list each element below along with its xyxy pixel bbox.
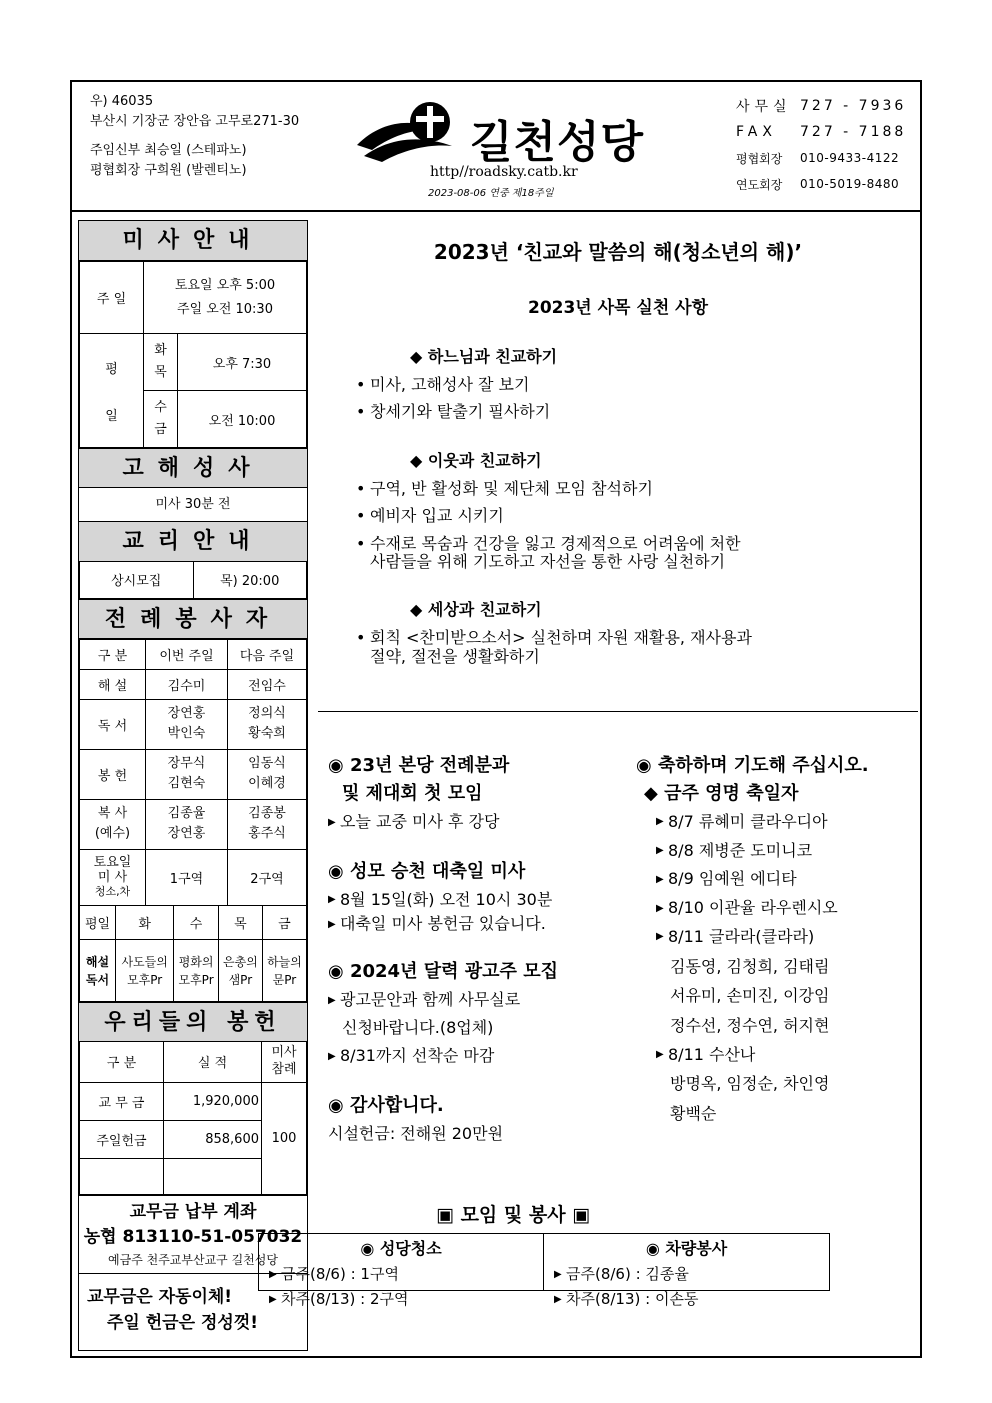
notice-item — [328, 808, 628, 836]
catechism-left: 상시모집 — [80, 562, 194, 598]
triangle-right-icon: ▶ — [328, 995, 336, 1007]
cleaning-title: ◉ 성당청소 — [360, 1239, 442, 1258]
theme-item: • 회칙 <찬미받으소서> 실천하며 자원 재활용, 재사용과 절약, 절전을 생활화하기 — [356, 629, 918, 666]
feast-text: 8/11 수산나 — [668, 1044, 756, 1064]
notice-text: 오늘 교중 미사 후 강당 — [340, 811, 500, 831]
wed-fri-label — [144, 391, 178, 448]
minister-role — [80, 849, 146, 905]
feast-names: 방명옥, 임정순, 차인영 — [670, 1074, 830, 1094]
header-line: 참례 — [271, 1061, 297, 1077]
mass-schedule-table — [79, 261, 307, 448]
sunday-label: 주 일 — [80, 262, 144, 334]
feast-item — [636, 1041, 926, 1070]
minister-name: 김종율 — [167, 805, 206, 821]
cell-line: 문Pr — [272, 972, 297, 987]
minister-role: 해 설 — [80, 669, 146, 699]
weekday-header: 수 — [174, 906, 219, 940]
feast-names: 황백순 — [670, 1103, 717, 1123]
minister-this — [146, 749, 228, 799]
council-president: 평협회장 구희원 (발렌티노) — [90, 162, 247, 178]
attendance-value: 100 — [262, 1082, 307, 1194]
weekday-ministers-table — [79, 906, 307, 1003]
cell-line: 사도들의 — [121, 954, 168, 969]
duty-text: 차주(8/13) : 2구역 — [281, 1290, 409, 1308]
item-text: 수재로 목숨과 건강을 잃고 경제적으로 어려움에 처한 — [370, 533, 741, 553]
feast-column — [636, 752, 926, 1129]
role-line: 독서 — [85, 972, 110, 987]
role-line: 복 사 — [97, 805, 128, 821]
triangle-right-icon: ▶ — [269, 1269, 277, 1280]
wed-fri-time: 오전 10:00 — [178, 391, 307, 448]
theme-heading-neighbor: ◆ 이웃과 친교하기 — [410, 450, 542, 470]
sunday-times — [144, 262, 307, 334]
notice-title: ◉ 23년 본당 전례분과 — [328, 755, 510, 776]
header-line: 미사 — [271, 1044, 297, 1060]
item-text: 미사, 고해성사 잘 보기 — [370, 375, 530, 394]
meetings-title: ▣ 모임 및 봉사 ▣ — [436, 1204, 591, 1226]
cell-line: 모후Pr — [127, 972, 163, 987]
theme-item: • 창세기와 탈출기 필사하기 — [356, 402, 551, 422]
header-left-info — [90, 94, 299, 183]
triangle-right-icon: ▶ — [328, 1051, 336, 1063]
feast-item — [636, 808, 926, 837]
driving-duty — [544, 1234, 829, 1308]
weekday-cell — [116, 940, 174, 1002]
ministers-table — [79, 639, 307, 906]
contact-office — [736, 96, 916, 116]
contact-label: 사무실 — [736, 99, 792, 115]
issue-date: 2023-08-06 연중 제18주일 — [428, 188, 554, 199]
notice-text: 시설헌금: 전해원 20만원 — [328, 1124, 504, 1144]
cell-line: 은총의 — [222, 954, 258, 969]
notice-text: 8월 15일(화) 오전 10시 30분 — [340, 889, 553, 909]
minister-name: 장연홍 — [167, 826, 206, 841]
sunday-time: 토요일 오후 5:00 — [174, 278, 276, 294]
minister-next — [228, 699, 307, 749]
feast-text: 8/7 류혜미 클라우디아 — [668, 811, 828, 831]
cell-line: 모후Pr — [178, 972, 214, 987]
ministers-section-title: 전례봉사자 — [79, 599, 307, 639]
postcode: 우) 46035 — [90, 94, 154, 109]
minister-next: 2구역 — [228, 849, 307, 905]
minister-this: 1구역 — [146, 849, 228, 905]
tue-thu-label — [144, 334, 178, 391]
pastoral-plan-title: 2023년 사목 실천 사항 — [527, 298, 709, 318]
sunday-time: 주일 오전 10:30 — [177, 301, 273, 317]
duty-text: 금주(8/6) : 김종율 — [566, 1265, 689, 1283]
contact-label: 연도회장 — [736, 177, 783, 192]
day-label: 화 — [154, 342, 167, 358]
notice-text: 신청바랍니다.(8업체) — [342, 1018, 494, 1038]
contact-label: FAX — [736, 124, 777, 140]
weekday-label-b: 일 — [105, 408, 118, 424]
offering-label-empty — [80, 1158, 164, 1194]
notice-title: 및 제대회 첫 모임 — [342, 782, 483, 804]
weekday-cell — [262, 940, 306, 1002]
weekday-header: 목 — [218, 906, 262, 940]
theme-item: • 예비자 입교 시키기 — [356, 506, 504, 526]
reminder-line: 교무금은 자동이체! — [87, 1286, 233, 1307]
feast-text: 8/8 제병준 도미니코 — [668, 840, 813, 860]
feast-title: ◉ 축하하며 기도해 주십시오. — [636, 755, 869, 776]
weekday-header: 화 — [116, 906, 174, 940]
contact-value: 010-9433-4122 — [800, 151, 900, 165]
year-theme-title: 2023년 ‘친교와 말씀의 해(청소년의 해)’ — [433, 240, 803, 264]
weekday-cell — [174, 940, 219, 1002]
notices-area — [318, 722, 918, 1182]
notice-title: ◉ 감사합니다. — [328, 1095, 444, 1117]
offering-value: 858,600 — [164, 1120, 262, 1158]
contact-label: 평협회장 — [736, 151, 783, 166]
meetings-table — [258, 1233, 830, 1308]
minister-name: 장무식 — [167, 755, 206, 771]
minister-role: 독 서 — [80, 699, 146, 749]
minister-next: 전임수 — [228, 669, 307, 699]
feast-item — [636, 923, 926, 952]
offering-label: 교 무 금 — [80, 1082, 164, 1120]
weekday-label — [80, 334, 144, 448]
item-text: 창세기와 탈출기 필사하기 — [370, 402, 551, 422]
triangle-right-icon: ▶ — [554, 1269, 562, 1280]
catechism-section-title: 교리안내 — [79, 522, 307, 562]
pastoral-theme-section — [318, 220, 918, 712]
triangle-right-icon: ▶ — [328, 894, 336, 906]
minister-role: 봉 헌 — [80, 749, 146, 799]
offering-header: 구 분 — [80, 1042, 164, 1082]
feast-item — [636, 894, 926, 923]
minister-name: 김현숙 — [167, 776, 206, 791]
triangle-right-icon: ▶ — [656, 931, 664, 943]
feast-text: 8/11 글라라(클라라) — [668, 926, 815, 946]
triangle-right-icon: ▶ — [328, 918, 336, 930]
offering-section-title: 우리들의 봉헌 — [79, 1002, 307, 1042]
driving-item — [554, 1288, 829, 1309]
minister-this — [146, 799, 228, 849]
account-number: 농협 813110-51-057032 — [83, 1227, 303, 1247]
triangle-right-icon: ▶ — [328, 816, 336, 828]
duty-text: 금주(8/6) : 1구역 — [281, 1265, 399, 1283]
contact-list — [736, 96, 916, 200]
notice-text: 8/31까지 선착순 마감 — [340, 1046, 495, 1066]
feast-item — [636, 865, 926, 894]
bulletin-frame — [70, 80, 922, 1358]
contact-value: 010-5019-8480 — [800, 177, 900, 191]
minister-this: 김수미 — [146, 669, 228, 699]
ministers-header: 다음 주일 — [228, 639, 307, 669]
notice-text: 대축일 미사 봉헌금 있습니다. — [340, 913, 546, 933]
feast-names: 김동영, 김청희, 김태림 — [670, 956, 830, 976]
offering-header: 실 적 — [164, 1042, 262, 1082]
minister-name: 임동식 — [248, 755, 286, 771]
confession-text: 미사 30분 전 — [79, 488, 307, 522]
minister-name: 김종봉 — [248, 805, 286, 821]
mass-section-title: 미사안내 — [79, 221, 307, 261]
weekday-header: 금 — [262, 906, 306, 940]
contact-council — [736, 148, 916, 168]
notices-column — [328, 752, 628, 1148]
ministers-header: 구 분 — [80, 639, 146, 669]
triangle-right-icon: ▶ — [554, 1294, 562, 1305]
weekday-label-a: 평 — [105, 361, 118, 377]
weekday-header: 평일 — [80, 906, 116, 940]
priest: 주임신부 최승일 (스테파노) — [90, 142, 247, 158]
theme-item: • 수재로 목숨과 건강을 잃고 경제적으로 어려움에 처한 사람들을 위해 기도하고 자선을 통한 사랑 실천하기 — [356, 535, 918, 572]
notice-text: 광고문안과 함께 사무실로 — [340, 990, 521, 1010]
notice-item — [328, 886, 628, 914]
offering-value-empty — [164, 1158, 262, 1194]
day-label: 금 — [154, 422, 167, 437]
triangle-right-icon: ▶ — [269, 1294, 277, 1305]
item-text-cont: 사람들을 위해 기도하고 자선을 통한 사랑 실천하기 — [370, 551, 726, 571]
weekday-role — [80, 940, 116, 1002]
contact-fax — [736, 122, 916, 142]
catechism-table — [79, 562, 307, 599]
left-sidebar — [78, 220, 308, 1351]
theme-item: • 미사, 고해성사 잘 보기 — [356, 375, 530, 394]
cell-line: 평화의 — [178, 954, 214, 969]
item-text: 구역, 반 활성화 및 제단체 모임 참석하기 — [370, 478, 653, 498]
offering-header — [262, 1042, 307, 1082]
role-line: 청소,차 — [94, 884, 131, 898]
notice-title: ◉ 2024년 달력 광고주 모집 — [328, 961, 558, 983]
catechism-right: 목) 20:00 — [193, 562, 307, 598]
contact-funeral — [736, 174, 916, 194]
confession-section-title: 고해성사 — [79, 448, 307, 488]
notice-item — [328, 1042, 628, 1070]
church-emblem-icon — [352, 100, 472, 170]
contact-value: 727 - 7936 — [800, 98, 907, 114]
driving-title: ◉ 차량봉사 — [645, 1239, 728, 1258]
church-name: 길천성당 — [470, 117, 645, 168]
driving-item — [554, 1263, 829, 1284]
bulletin-header — [72, 82, 920, 212]
item-text: 회칙 <찬미받으소서> 실천하며 자원 재활용, 재사용과 — [370, 628, 752, 648]
minister-name: 황숙희 — [248, 726, 286, 741]
tue-thu-time: 오후 7:30 — [178, 334, 307, 391]
offering-table — [79, 1042, 307, 1195]
triangle-right-icon: ▶ — [656, 902, 664, 914]
triangle-right-icon: ▶ — [656, 816, 664, 828]
cleaning-item — [269, 1263, 543, 1284]
notice-item — [328, 914, 628, 935]
minister-name: 홍주식 — [248, 826, 286, 841]
minister-name: 이혜경 — [248, 776, 286, 791]
theme-heading-god: ◆ 하느님과 친교하기 — [410, 347, 558, 366]
role-line: 미 사 — [97, 869, 128, 885]
notice-item — [328, 986, 628, 1014]
weekday-cell — [218, 940, 262, 1002]
duty-text: 차주(8/13) : 이손동 — [566, 1290, 699, 1308]
minister-next — [228, 799, 307, 849]
role-line: (예수) — [94, 826, 131, 841]
feast-text: 8/9 임예원 에디타 — [668, 869, 797, 889]
feast-subtitle: ◆ 금주 영명 축일자 — [644, 782, 799, 804]
feast-names: 정수선, 정수연, 허지현 — [670, 1015, 830, 1035]
minister-role — [80, 799, 146, 849]
day-label: 수 — [154, 399, 167, 415]
cell-line: 샘Pr — [228, 972, 253, 987]
feast-item — [636, 837, 926, 866]
minister-name: 박인숙 — [167, 726, 206, 741]
role-line: 토요일 — [93, 854, 132, 870]
ministers-header: 이번 주일 — [146, 639, 228, 669]
minister-name: 장연홍 — [167, 705, 206, 721]
theme-heading-world: ◆ 세상과 친교하기 — [410, 600, 542, 620]
cleaning-duty — [259, 1234, 544, 1308]
minister-name: 정의식 — [248, 705, 286, 721]
cell-line: 하늘의 — [267, 954, 302, 969]
account-title: 교무금 납부 계좌 — [129, 1201, 257, 1222]
day-label: 목 — [154, 365, 167, 380]
role-line: 해설 — [85, 954, 110, 969]
feast-text: 8/10 이관율 라우렌시오 — [668, 898, 838, 918]
offering-label: 주일헌금 — [80, 1120, 164, 1158]
church-logo — [352, 96, 692, 206]
triangle-right-icon: ▶ — [656, 845, 664, 857]
address: 부산시 기장군 장안읍 고무로271-30 — [90, 113, 300, 129]
item-text-cont: 절약, 절전을 생활화하기 — [370, 646, 540, 666]
website-url[interactable]: http//roadsky.catb.kr — [430, 164, 578, 180]
notice-title: ◉ 성모 승천 대축일 미사 — [328, 860, 526, 882]
triangle-right-icon: ▶ — [656, 1049, 664, 1061]
feast-names: 서유미, 손미진, 이강임 — [670, 986, 830, 1006]
offering-value: 1,920,000 — [164, 1082, 262, 1120]
minister-next — [228, 749, 307, 799]
cleaning-item — [269, 1288, 543, 1309]
contact-value: 727 - 7188 — [800, 124, 907, 140]
minister-this — [146, 699, 228, 749]
item-text: 예비자 입교 시키기 — [370, 506, 504, 526]
reminder-line: 주일 헌금은 정성껏! — [107, 1312, 258, 1333]
triangle-right-icon: ▶ — [656, 873, 664, 885]
theme-item: • 구역, 반 활성화 및 제단체 모임 참석하기 — [356, 478, 653, 498]
account-holder: 예금주 천주교부산교구 길천성당 — [108, 1252, 278, 1267]
